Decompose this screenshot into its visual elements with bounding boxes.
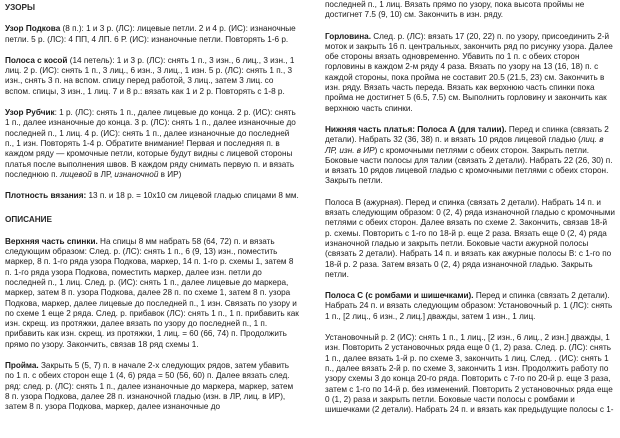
- verhnyaya-spinka-text: На спицы 8 мм набрать 58 (64, 72) п. и вязать следующим образом: След. р. (ЛС): снять 1 п., 6 (9, 13) изн., поместить маркер, 8 п. 1-го ряда узора Подкова, маркер, 14 п. 1-го р. схемы 1, затем 8 п. 1-го ряда узора Подкова, поместить маркер, далее изн. петли до последней п., 1 лиц. След. р. (ИС): снять 1 п., далее лицевые до маркера, маркер, затем 8 п. узора Подкова, далее 28 п. по схеме 1, затем 8 п. узора Подкова, маркер, далее лицевые до последней п., 1 изн. Связать по узору и по схеме 1 еще 2 ряда. След. р. прибавок (ЛС): снять 1 п., 1 п. прибавить как изн. скрещ. из протяжки, далее вязать по узору до последней п., 1 п. прибавить как изн. скрещ. из протяжки, 1 лиц. = 60 (66, 74) п. Продолжить прямо по узору. Закончить, связав 18 ряд схемы 1.: [5, 236, 299, 349]
- polosa-kosoy-text: (14 петель): 1 и 3 р. (ЛС): снять 1 п., 3 изн., 6 лиц., 3 изн., 1 лиц. 2 р. (ИС): снять 1 п., 3 лиц., 6 изн., 3 лиц., 1 изн. 5 р. (ЛС): снять 1 п., 3 изн., снять 3 п. на вспом. спицу перед работой, 3 лиц., затем 3 лиц. со вспом. спицы, 3 изн., 1 лиц. 7 и 8 р.: вязать как 1 и 2 р. Повторять с 1-8 р.: [5, 55, 295, 96]
- paragraph-proyma: [5, 361, 299, 412]
- proyma-heading: Пройма.: [5, 361, 39, 371]
- rubchik-text-a: : 1 р. (ЛС): снять 1 п., далее лицевые до конца. 2 р. (ИС): снять 1 п., далее изнаночные до конца. 3 р. (ЛС): снять 1 п., далее изнаночные до последней п., 1 лиц. 4 р. (ИС): снять 1 п., далее изнаночные до последней п., 1 изн. Повторять 1-4 р. Обратите внимание! Первая и последняя п. в каждом ряду — кромочные петли, которые будут видны с лицевой стороны платья после выполнения швов. В каждом ряду снимать первую п. и вязать последнюю п.: [5, 108, 296, 179]
- nizhnyaya-em: лиц. в ЛР, изн. в ИР: [325, 135, 604, 155]
- section-title-description: ОПИСАНИЕ: [5, 215, 53, 225]
- paragraph-plotnost: [5, 191, 299, 201]
- paragraph-nizhnyaya: [325, 125, 615, 187]
- paragraph-polosa-c: [325, 291, 615, 322]
- nizhnyaya-heading: Нижняя часть платья: Полоса А (для талии).: [325, 124, 507, 134]
- rubchik-text-b: в ЛР,: [91, 169, 115, 179]
- paragraph-podkova: [5, 24, 299, 45]
- gorlovina-text: След. р. (ЛС): вязать 17 (20, 22) п. по узору, присоединить 2-й моток и закрыть 16 п. центральных, закончить ряд по рисунку узора. Далее обе стороны вязать одновременно. Убавить по 1 п. с обеих сторон горловины в каждом 2-м ряду 4 раза. Вязать по узору на 13 (16, 18) п. с каждой стороны, пока пройма не составит 20.5 (21.5, 23) см. Закончить в изн. ряду. Вязать часть переда. Вязать как верхнюю часть спинки пока пройма не достигнет 5 (6.5, 7.5) см. Выполнить горловину и закончить как верхнюю часть спинки.: [325, 31, 613, 113]
- paragraph-gorlovina: [325, 32, 615, 114]
- rubchik-em-2: изнаночной: [114, 169, 159, 179]
- verhnyaya-spinka-heading: Верхняя часть спинки.: [5, 236, 98, 246]
- paragraph-polosa-b: [325, 198, 615, 280]
- nizhnyaya-text-a: Перед и спинка (связать 2 детали). Набрать 32 (36, 38) п. и вязать 10 рядов лицевой гладью (: [325, 124, 609, 145]
- paragraph-continuation: [325, 0, 615, 21]
- plotnost-heading: Плотность вязания:: [5, 191, 87, 201]
- nizhnyaya-text-b: ) с кромочными петлями с обеих сторон. Закрыть петли. Боковые части полосы для талии (связать 2 детали). Набрать 22 (26, 30) п. и вязать 10 рядов лицевой гладью с кромочными петлями с обеих сторон. Закрыть петли.: [325, 145, 613, 186]
- proyma-text: Закрыть 5 (5, 7) п. в начале 2-х следующих рядов, затем убавить по 1 п. с обеих сторон еще 1 (4, 6) ряда = 50 (56, 60) п. Далее вязать след. ряд: след. р. (ЛС): снять 1 п., далее изнаночные до маркера, маркер, затем 8 п. узора Подкова, далее 28 п. изнаночной гладью (изн. в ЛР, лиц. в ИР), затем 8 п. узора Подкова, маркер, далее изнаночные до: [5, 361, 294, 412]
- rubchik-text-c: в ИР): [158, 169, 182, 179]
- rubchik-heading: Узор Рубчик: [5, 108, 55, 118]
- left-column: [5, 0, 299, 413]
- podkova-heading: Узор Подкова: [5, 24, 61, 34]
- polosa-kosoy-heading: Полоса с косой: [5, 55, 68, 65]
- polosa-c-heading: Полоса С (с ромбами и шишечками).: [325, 291, 474, 301]
- polosa-c-text: Перед и спинка (связать 2 детали). Набрать 24 п. и вязать следующим образом: Установочный р. 1 (ЛС): снять 1 п., [2 лиц., 6 изн., 2 лиц.] дважды, затем 1 изн., 1 лиц.: [325, 291, 613, 321]
- section-title-patterns: УЗОРЫ: [5, 3, 35, 12]
- polosa-b-text: Полоса В (ажурная). Перед и спинка (связать 2 детали). Набрать 14 п. и вязать следующим образом: 0 (2, 4) ряда изнаночной гладью с кромочными петлями с обеих сторон. Далее вязать по схеме 2. Закончить, связав 18-й р. схемы. Повторить с 1-го по 18-й р. еще 2 раза. Вязать еще 0 (2, 4) ряда изнаночной гладью и закрыть петли. Боковые части ажурной полосы (связать 2 детали). Набрать 14 п. и вязать как ажурные полосы В: с 1-го по 18-й р. 2 раза. Затем вязать 0 (2, 4) ряда изнаночной гладью. Закрыть петли.: [325, 197, 615, 279]
- continuation-text: последней п., 1 лиц. Вязать прямо по узору, пока высота проймы не достигнет 7.5 (9, 10) см. Закончить в изн. ряду.: [325, 0, 585, 20]
- paragraph-rubchik: [5, 108, 299, 180]
- paragraph-polosa-kosoy: [5, 56, 299, 97]
- right-column: [325, 0, 615, 415]
- plotnost-text: 13 п. и 18 р. = 10х10 см лицевой гладью спицами 8 мм.: [86, 191, 299, 201]
- podkova-text: (8 п.): 1 и 3 р. (ЛС): лицевые петли. 2 и 4 р. (ИС): изнаночные петли. 5 р. (ЛС): 4 ПП, 4 ЛП. 6 Р. (ИС): изнаночные петли. Повторять 1-6 р.: [5, 24, 296, 44]
- ustanov-text: Установочный р. 2 (ИС): снять 1 п., 1 лиц., [2 изн., 6 лиц., 2 изн.] дважды, 1 изн. Повторить 2 установочных ряда еще 0 (1, 2) раза. След. р. (ЛС): снять 1 п., далее вязать 1-й р. по схеме 3, закончить 1 лиц. След. . (ИС): снять 1 п., далее вязать 2-й р. по схеме 3, закончить 1 изн. Продолжить работу по узору схемы 3 до конца 20-го ряда. Повторить с 7-го по 20-й р. еще 3 раза, затем с 1-го по 14-й р. без изменений. Повторить 2 установочных ряда еще 0 (1, 2) раза и закрыть петли. Боковые части полосы с ромбами и шишечками (2 детали). Набрать 24 п. и вязать как предыдущие полосы с 1-: [325, 333, 614, 415]
- gorlovina-heading: Горловина.: [325, 31, 371, 41]
- rubchik-em-1: лицевой: [60, 169, 92, 179]
- paragraph-ustanov: [325, 333, 615, 415]
- paragraph-verhnyaya-spinka: [5, 237, 299, 350]
